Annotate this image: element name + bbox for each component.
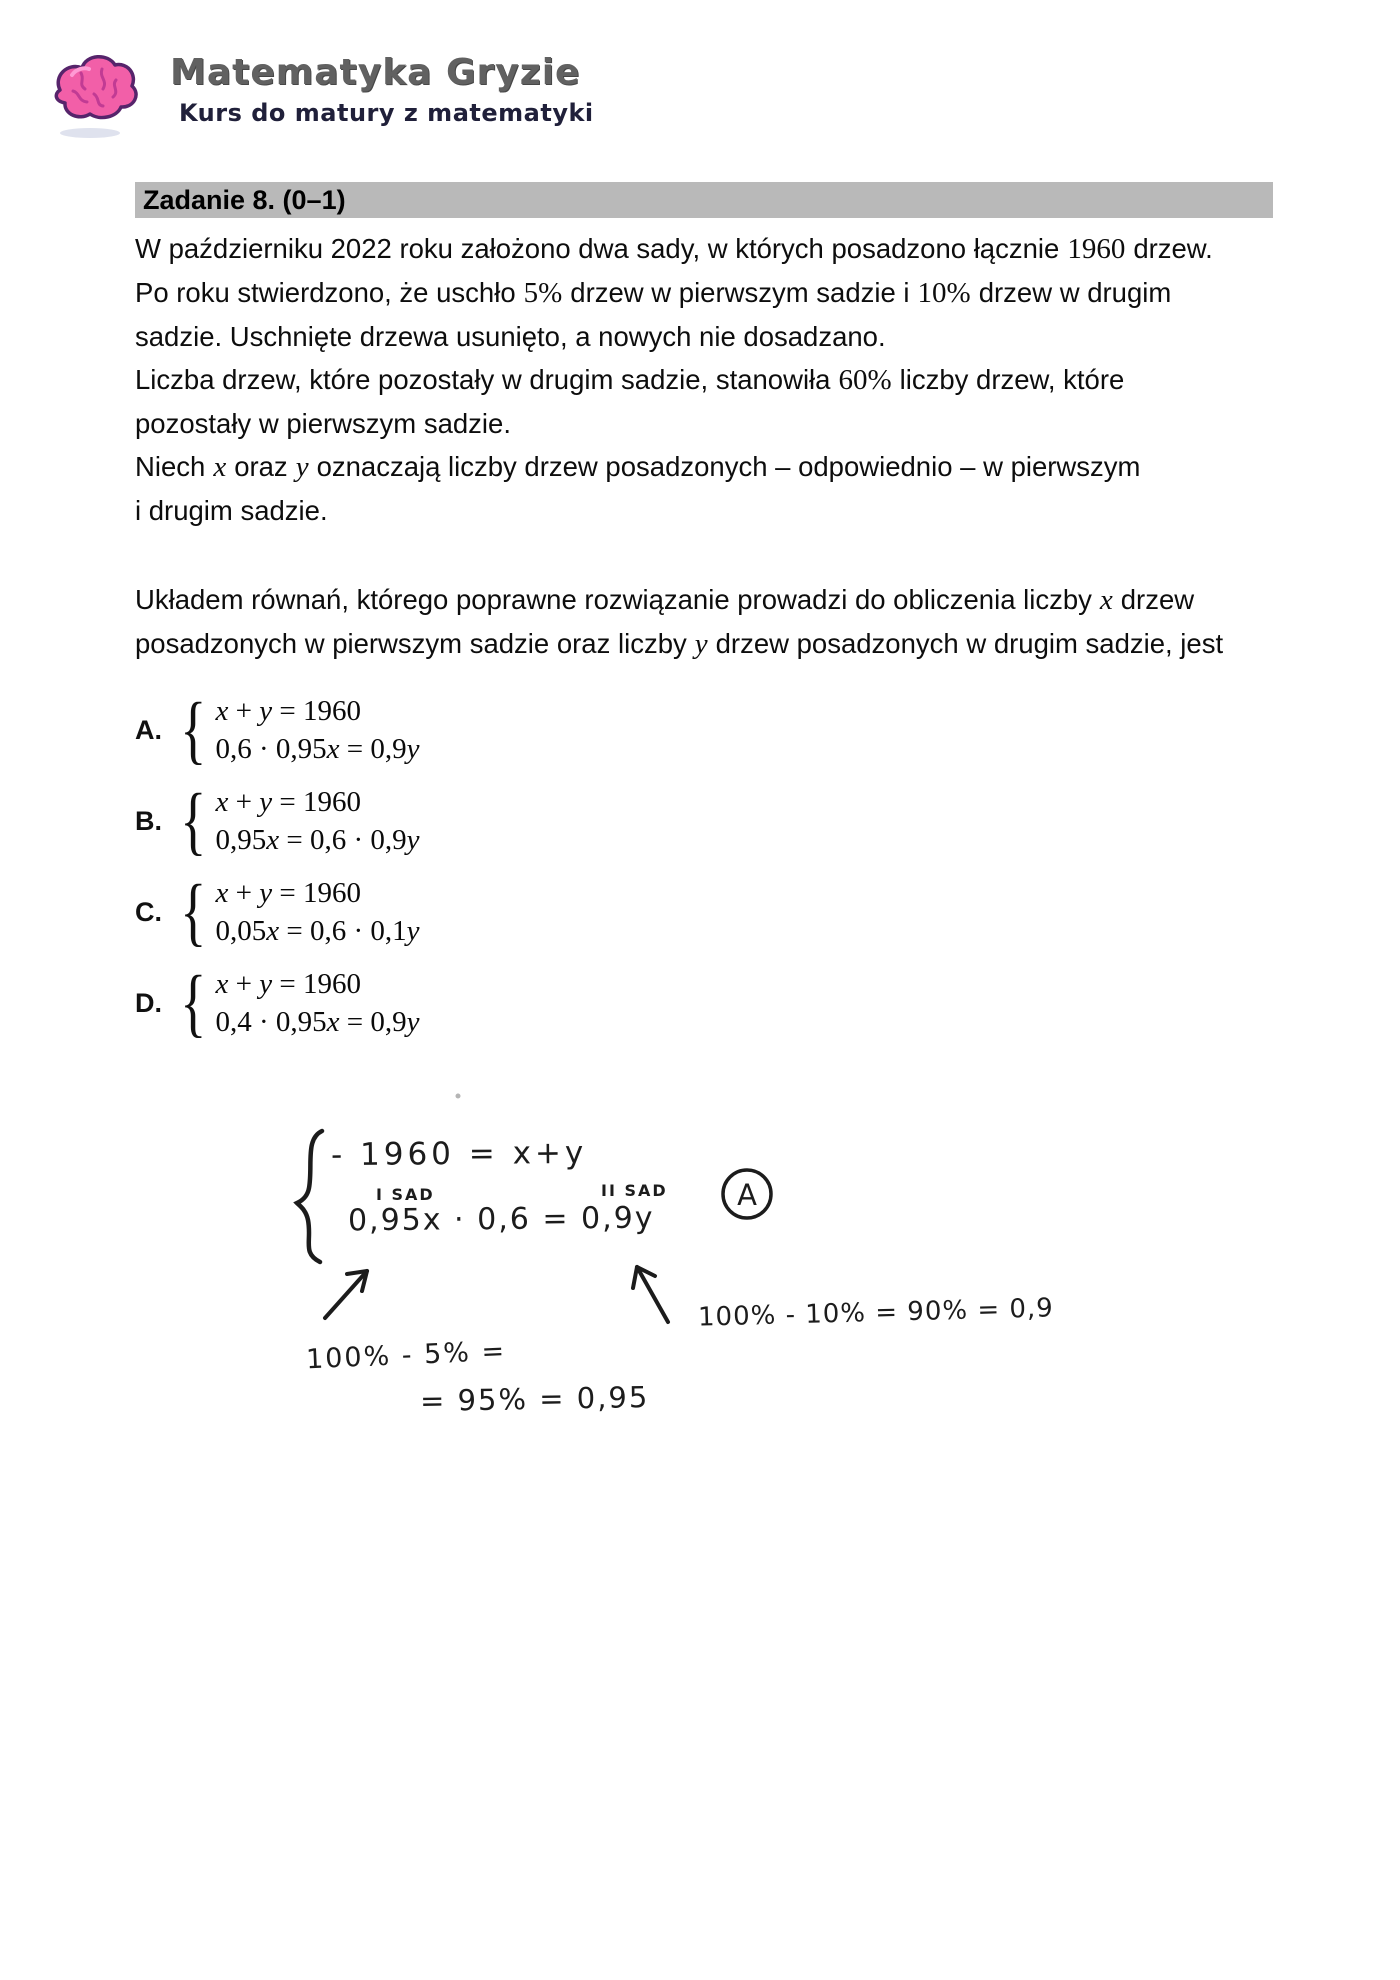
intro-line: Po roku stwierdzono, że uschło 5% drzew w pierwszym sadzie i 10% drzew w drugim bbox=[135, 277, 1172, 309]
equation-system bbox=[215, 965, 419, 1041]
task-question-paragraph bbox=[135, 578, 1273, 666]
task-title-bar bbox=[135, 182, 1273, 218]
option-b bbox=[135, 778, 1273, 863]
hw-orchard1-label: I SAD bbox=[376, 1185, 435, 1204]
hw-orchard2-label: II SAD bbox=[601, 1181, 668, 1200]
equation-system bbox=[215, 692, 419, 768]
task-section bbox=[135, 182, 1273, 1056]
equation-system bbox=[215, 783, 419, 859]
option-label: B. bbox=[135, 805, 162, 836]
task-intro-paragraph bbox=[135, 227, 1273, 532]
intro-line: Liczba drzew, które pozostały w drugim sadzie, stanowiła 60% liczby drzew, które bbox=[135, 364, 1125, 396]
system-brace: { bbox=[180, 778, 207, 863]
system-brace: { bbox=[180, 869, 207, 954]
equation-line: x + y = 1960 bbox=[215, 877, 361, 909]
answer-circle bbox=[723, 1170, 771, 1218]
option-d bbox=[135, 960, 1273, 1045]
question-line: posadzonych w pierwszym sadzie oraz liczby y drzew posadzonych w drugim sadzie, jest bbox=[135, 628, 1224, 660]
intro-line: W październiku 2022 roku założono dwa sady, w których posadzono łącznie 1960 drzew. bbox=[135, 233, 1213, 265]
hw-system-line2: 0,95x · 0,6 = 0,9y bbox=[347, 1200, 655, 1239]
brand-subtitle: Kurs do matury z matematyki bbox=[179, 99, 594, 127]
intro-line: pozostały w pierwszym sadzie. bbox=[135, 408, 511, 439]
option-a bbox=[135, 687, 1273, 772]
answer-letter: A bbox=[737, 1178, 757, 1212]
system-brace: { bbox=[180, 687, 207, 772]
handwritten-brace bbox=[297, 1131, 322, 1262]
equation-line: 0,6 · 0,95x = 0,9y bbox=[215, 733, 420, 765]
option-label: C. bbox=[135, 896, 162, 927]
hw-system-line1: - 1960 = x+y bbox=[330, 1134, 588, 1174]
equation-line: 0,05x = 0,6 · 0,1y bbox=[215, 915, 420, 947]
intro-line: Niech x oraz y oznaczają liczby drzew posadzonych – odpowiednio – w pierwszym bbox=[135, 451, 1141, 483]
option-c bbox=[135, 869, 1273, 954]
equation-line: 0,95x = 0,6 · 0,9y bbox=[215, 824, 420, 856]
intro-line: sadzie. Uschnięte drzewa usunięto, a nowych nie dosadzano. bbox=[135, 321, 886, 352]
equation-line: x + y = 1960 bbox=[215, 786, 361, 818]
intro-line: i drugim sadzie. bbox=[135, 495, 328, 526]
option-label: D. bbox=[135, 987, 162, 1018]
equation-line: x + y = 1960 bbox=[215, 968, 361, 1000]
arrow-to-09 bbox=[633, 1267, 668, 1322]
option-label: A. bbox=[135, 714, 162, 745]
arrow-to-095 bbox=[325, 1271, 367, 1318]
brain-logo-icon bbox=[42, 42, 142, 142]
answer-options bbox=[135, 687, 1273, 1045]
question-line: Układem równań, którego poprawne rozwiązanie prowadzi do obliczenia liczby x drzew bbox=[135, 584, 1195, 616]
task-title: Zadanie 8. (0–1) bbox=[143, 185, 346, 215]
equation-line: x + y = 1960 bbox=[215, 695, 361, 727]
equation-line: 0,4 · 0,95x = 0,9y bbox=[215, 1006, 420, 1038]
brand-title: Matematyka Gryzie bbox=[170, 52, 581, 93]
hw-calc-second-orchard: 100% - 10% = 90% = 0,9 bbox=[697, 1293, 1055, 1333]
hw-calc-first-orchard-line1: 100% - 5% = bbox=[305, 1335, 507, 1376]
system-brace: { bbox=[180, 960, 207, 1045]
hw-calc-first-orchard-line2: = 95% = 0,95 bbox=[419, 1380, 650, 1418]
equation-system bbox=[215, 874, 419, 950]
pen-dot bbox=[456, 1094, 461, 1099]
